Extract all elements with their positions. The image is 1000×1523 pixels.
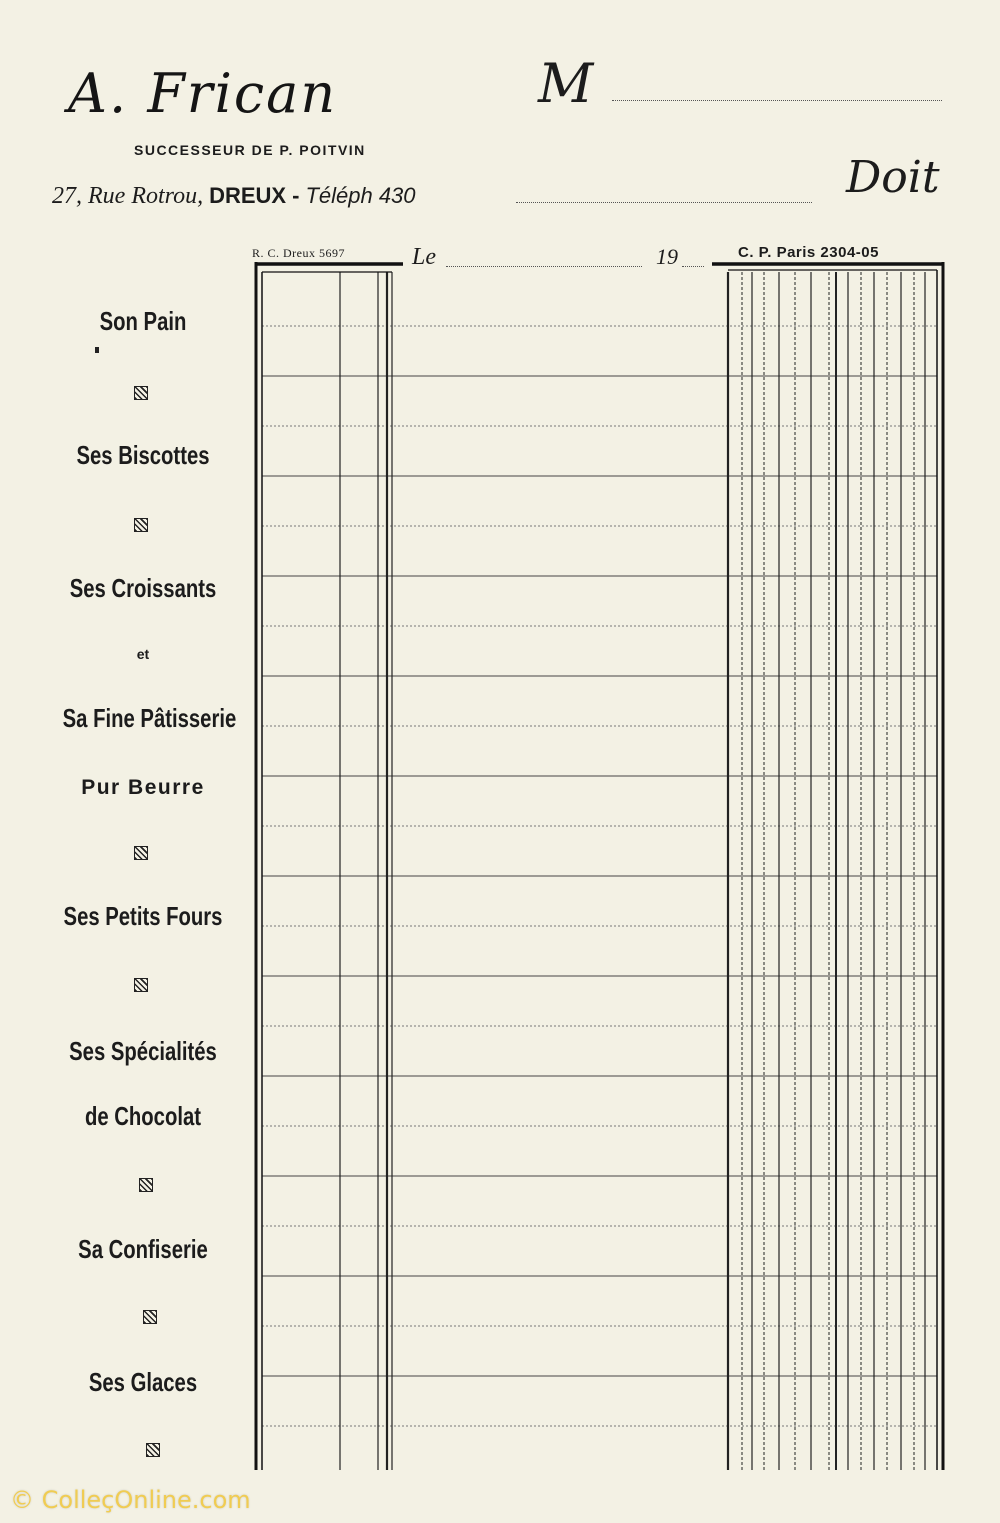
sidebar-item-confiserie: Sa Confiserie bbox=[78, 1234, 208, 1264]
sidebar-item-pur-beurre: Pur Beurre bbox=[81, 776, 205, 799]
customer-salutation: M bbox=[538, 52, 594, 115]
sidebar-item-biscottes: Ses Biscottes bbox=[76, 440, 210, 470]
year-label: 19 bbox=[656, 244, 678, 269]
sidebar-item-petits-fours: Ses Petits Fours bbox=[63, 901, 223, 931]
sidebar-item-chocolat: de Chocolat bbox=[84, 1101, 202, 1131]
sidebar-item-croissants: Ses Croissants bbox=[69, 573, 217, 603]
address-city: DREUX bbox=[209, 183, 287, 208]
sidebar-item-specialites: Ses Spécialités bbox=[69, 1036, 217, 1066]
address-separator: - bbox=[292, 183, 300, 208]
sidebar-item-pain: Son Pain bbox=[99, 306, 187, 336]
sidebar-item-glaces: Ses Glaces bbox=[88, 1367, 198, 1397]
successor-line: SUCCESSEUR DE P. POITVIN bbox=[134, 142, 366, 158]
cp-account: C. P. Paris 2304-05 bbox=[738, 244, 879, 261]
address-street: 27, Rue Rotrou, bbox=[52, 183, 204, 209]
brand-name: A. Frican bbox=[68, 62, 338, 125]
doit-label: Doit bbox=[846, 152, 940, 203]
rc-number: R. C. Dreux 5697 bbox=[252, 246, 345, 260]
sidebar-item-et: et bbox=[136, 646, 150, 662]
sidebar-item-patisserie: Sa Fine Pâtisserie bbox=[62, 703, 237, 733]
address-phone: Téléph 430 bbox=[305, 183, 416, 208]
ledger-columns bbox=[340, 272, 925, 1470]
watermark: © ColleçOnline.com bbox=[10, 1486, 251, 1514]
date-label: Le bbox=[412, 244, 436, 270]
